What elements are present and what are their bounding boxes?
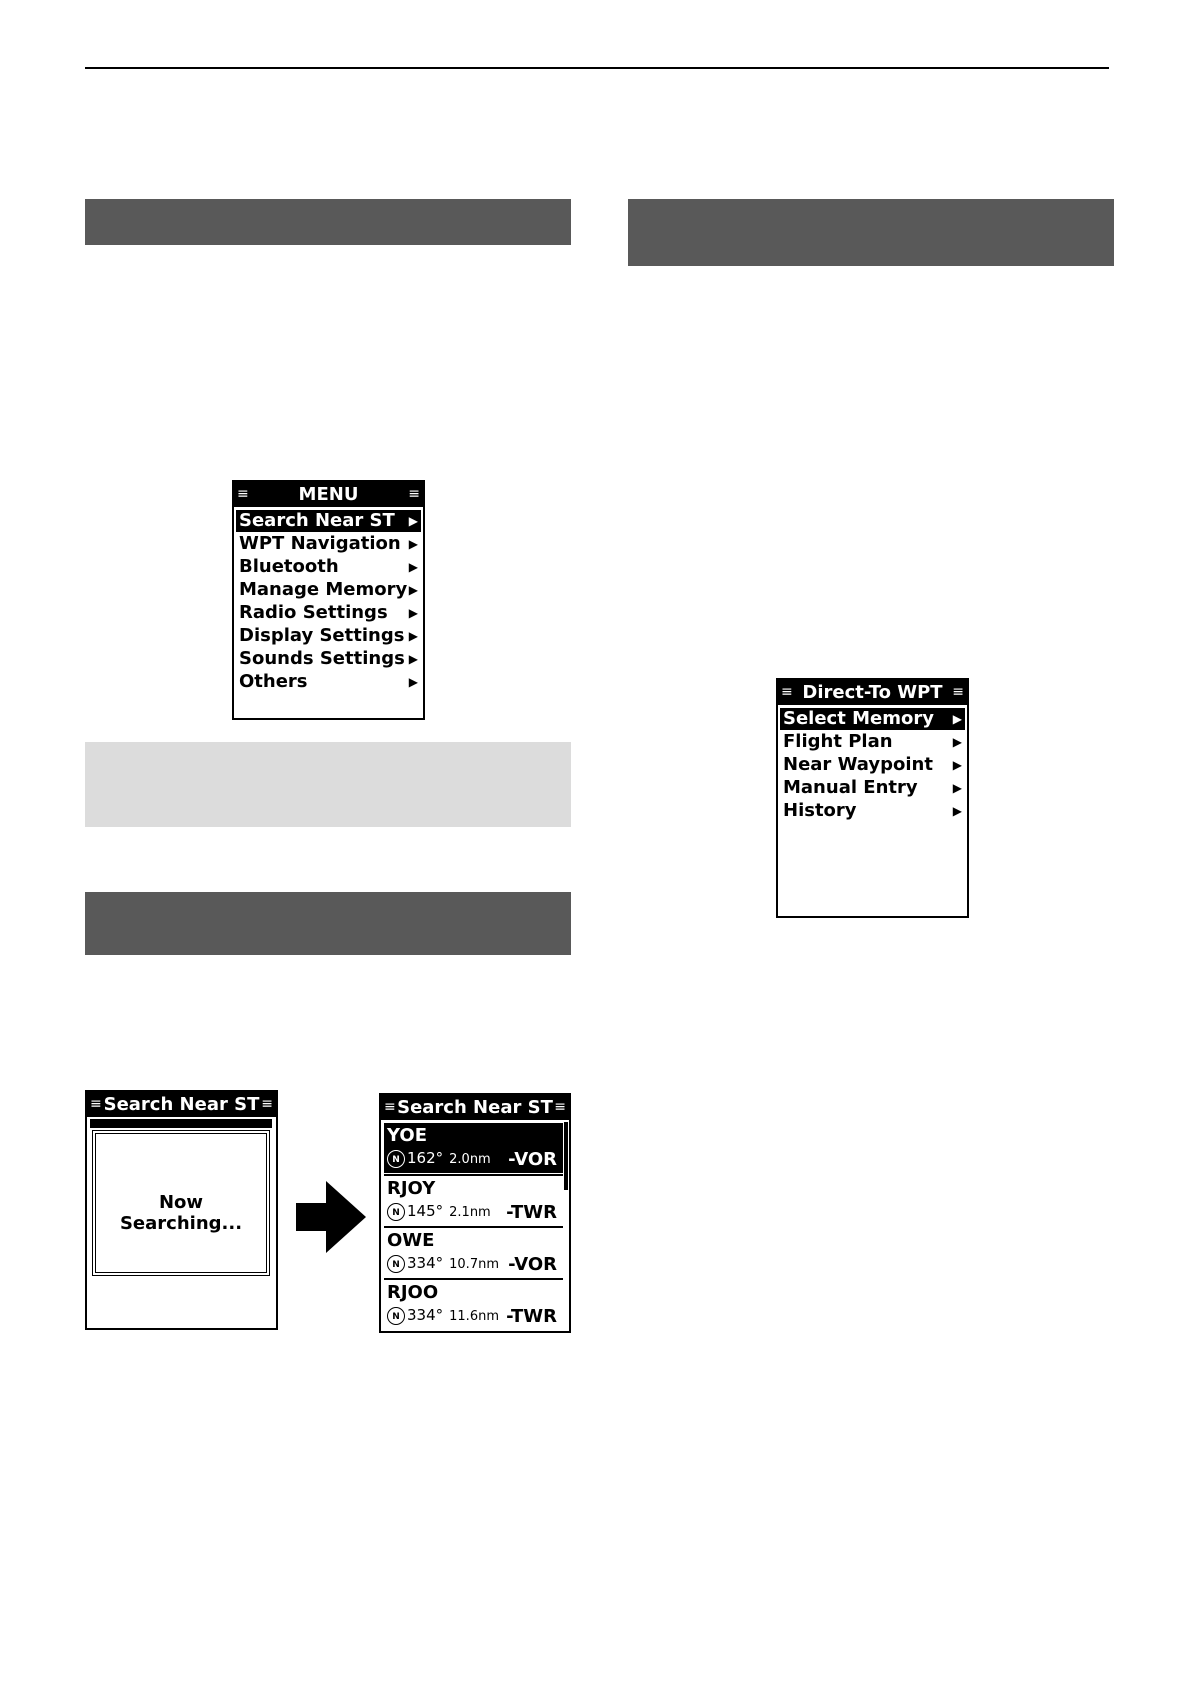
arrow-right-icon: ▶ — [408, 675, 418, 689]
menu-item-flight-plan[interactable] — [780, 731, 965, 753]
search-screen — [85, 1090, 278, 1330]
search-progress-strip — [90, 1119, 272, 1128]
arrow-right-icon: ▶ — [408, 583, 418, 597]
station-bearing: 162° — [407, 1149, 444, 1167]
arrow-right-icon: ▶ — [408, 652, 418, 666]
station-detail — [387, 1254, 499, 1273]
note-box — [85, 742, 571, 827]
list-item-rjoo[interactable] — [384, 1280, 563, 1330]
section-header-band-left-1 — [85, 199, 571, 245]
station-name: RJOO — [387, 1282, 439, 1303]
menu-item-label: Bluetooth — [239, 556, 339, 577]
arrow-right-icon: ▶ — [408, 606, 418, 620]
station-detail — [387, 1306, 499, 1325]
menu-item-near-waypoint[interactable] — [780, 754, 965, 776]
menu-item-label: Others — [239, 671, 308, 692]
arrow-right-icon: ▶ — [952, 804, 962, 818]
menu-item-label: Display Settings — [239, 625, 405, 646]
menu-item-radio-settings[interactable] — [236, 602, 421, 624]
top-rule — [85, 67, 1109, 69]
arrow-right-icon: ▶ — [408, 560, 418, 574]
compass-icon: N — [387, 1255, 405, 1273]
grip-icon: ≡ — [90, 1096, 102, 1112]
arrow-right-icon: ▶ — [952, 758, 962, 772]
station-type: -TWR — [506, 1202, 557, 1223]
menu-item-wpt-navigation[interactable] — [236, 533, 421, 555]
direct-to-screen — [776, 678, 969, 918]
grip-icon: ≡ — [952, 684, 964, 700]
station-distance: 2.1nm — [449, 1205, 491, 1220]
arrow-right-icon: ▶ — [952, 712, 962, 726]
station-name: YOE — [387, 1125, 427, 1146]
menu-item-label: History — [783, 800, 857, 821]
search-status: Now Searching... — [119, 1192, 243, 1234]
menu-item-label: Select Memory — [783, 708, 934, 729]
scrollbar[interactable] — [564, 1122, 568, 1190]
compass-icon: N — [387, 1203, 405, 1221]
menu-item-label: Radio Settings — [239, 602, 388, 623]
compass-icon: N — [387, 1150, 405, 1168]
menu-item-manual-entry[interactable] — [780, 777, 965, 799]
grip-icon: ≡ — [237, 486, 249, 502]
station-type: -VOR — [508, 1254, 557, 1275]
arrow-right-icon: ▶ — [408, 537, 418, 551]
arrow-right-icon: ▶ — [408, 514, 418, 528]
search-title: Search Near ST — [103, 1094, 260, 1115]
arrow-right-icon — [296, 1181, 366, 1253]
menu-item-search-near-st[interactable] — [236, 510, 421, 532]
direct-to-title-bar — [778, 680, 967, 705]
menu-title: MENU — [298, 484, 359, 505]
station-bearing: 334° — [407, 1254, 444, 1272]
menu-item-label: Sounds Settings — [239, 648, 405, 669]
grip-icon: ≡ — [261, 1096, 273, 1112]
menu-item-sounds-settings[interactable] — [236, 648, 421, 670]
station-name: RJOY — [387, 1178, 436, 1199]
station-type: -VOR — [508, 1149, 557, 1170]
menu-item-others[interactable] — [236, 671, 421, 693]
section-header-band-right-1 — [628, 199, 1114, 266]
station-name: OWE — [387, 1230, 435, 1251]
grip-icon: ≡ — [554, 1099, 566, 1115]
menu-item-display-settings[interactable] — [236, 625, 421, 647]
arrow-right-icon: ▶ — [952, 781, 962, 795]
grip-icon: ≡ — [781, 684, 793, 700]
search-dialog — [92, 1130, 270, 1276]
station-detail — [387, 1202, 491, 1221]
compass-icon: N — [387, 1307, 405, 1325]
results-screen — [379, 1093, 571, 1333]
menu-title-bar — [234, 482, 423, 507]
list-item-yoe[interactable] — [384, 1123, 563, 1173]
station-distance: 2.0nm — [449, 1152, 491, 1167]
results-title: Search Near ST — [397, 1097, 553, 1118]
arrow-right-icon: ▶ — [952, 735, 962, 749]
menu-item-manage-memory[interactable] — [236, 579, 421, 601]
menu-item-label: WPT Navigation — [239, 533, 401, 554]
section-header-band-left-2 — [85, 892, 571, 955]
menu-item-label: Manual Entry — [783, 777, 918, 798]
arrow-right-icon: ▶ — [408, 629, 418, 643]
grip-icon: ≡ — [384, 1099, 396, 1115]
menu-item-label: Flight Plan — [783, 731, 893, 752]
list-item-rjoy[interactable] — [384, 1176, 563, 1226]
menu-item-label: Manage Memory — [239, 579, 408, 600]
menu-item-select-memory[interactable] — [780, 708, 965, 730]
station-type: -TWR — [506, 1306, 557, 1327]
menu-item-label: Near Waypoint — [783, 754, 933, 775]
list-item-owe[interactable] — [384, 1228, 563, 1278]
direct-to-title: Direct-To WPT — [802, 682, 943, 703]
station-bearing: 145° — [407, 1202, 444, 1220]
station-detail — [387, 1149, 491, 1168]
menu-item-bluetooth[interactable] — [236, 556, 421, 578]
station-bearing: 334° — [407, 1306, 444, 1324]
results-title-bar — [381, 1095, 569, 1120]
menu-item-history[interactable] — [780, 800, 965, 822]
search-title-bar — [87, 1092, 276, 1117]
menu-screen — [232, 480, 425, 720]
station-distance: 10.7nm — [449, 1257, 499, 1272]
menu-item-label: Search Near ST — [239, 510, 395, 531]
station-distance: 11.6nm — [449, 1309, 499, 1324]
grip-icon: ≡ — [408, 486, 420, 502]
